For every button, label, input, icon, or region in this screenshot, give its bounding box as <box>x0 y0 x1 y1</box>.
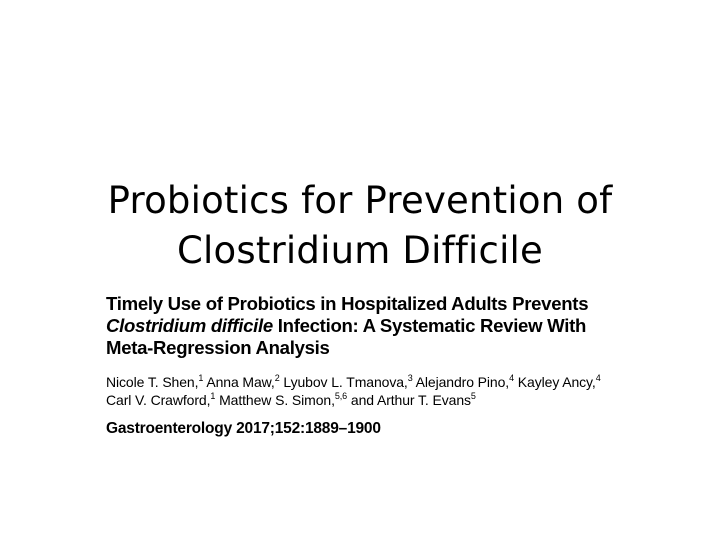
author-affiliation: 5 <box>470 391 476 401</box>
author-affiliation: 1 <box>198 373 204 383</box>
article-title-line-2 <box>106 315 646 337</box>
author-list <box>106 373 646 409</box>
author-name: and Arthur T. Evans <box>350 392 471 408</box>
author-affiliation: 5,6 <box>334 391 348 401</box>
article-title-italic-organism: Clostridium difficile <box>106 315 273 336</box>
author-line-2 <box>106 391 646 409</box>
author-name: Anna Maw, <box>206 374 275 390</box>
author-line-1 <box>106 373 646 391</box>
author-affiliation: 3 <box>407 373 413 383</box>
author-affiliation: 4 <box>595 373 601 383</box>
slide-title-line-2: Clostridium Difficile <box>176 229 544 272</box>
author-name: Kayley Ancy, <box>517 374 596 390</box>
article-title <box>106 293 646 359</box>
author-affiliation: 1 <box>210 391 216 401</box>
author-name: Carl V. Crawford, <box>106 392 211 408</box>
article-header-image <box>106 293 646 439</box>
author-affiliation: 2 <box>274 373 280 383</box>
author-affiliation: 4 <box>509 373 514 383</box>
article-title-line-1: Timely Use of Probiotics in Hospitalized Adults Prevents <box>106 293 589 314</box>
author-name: Alejandro Pino, <box>415 374 510 390</box>
author-name: Nicole T. Shen, <box>106 374 199 390</box>
author-name: Lyubov L. Tmanova, <box>283 374 408 390</box>
article-title-line-3: Meta-Regression Analysis <box>106 337 330 358</box>
slide-title <box>60 176 660 276</box>
author-name: Matthew S. Simon, <box>219 392 335 408</box>
journal-citation: Gastroenterology 2017;152:1889–1900 <box>106 420 381 437</box>
article-title-line-2-rest: Infection: A Systematic Review With <box>272 315 587 336</box>
slide-title-line-1: Probiotics for Prevention of <box>107 179 613 222</box>
